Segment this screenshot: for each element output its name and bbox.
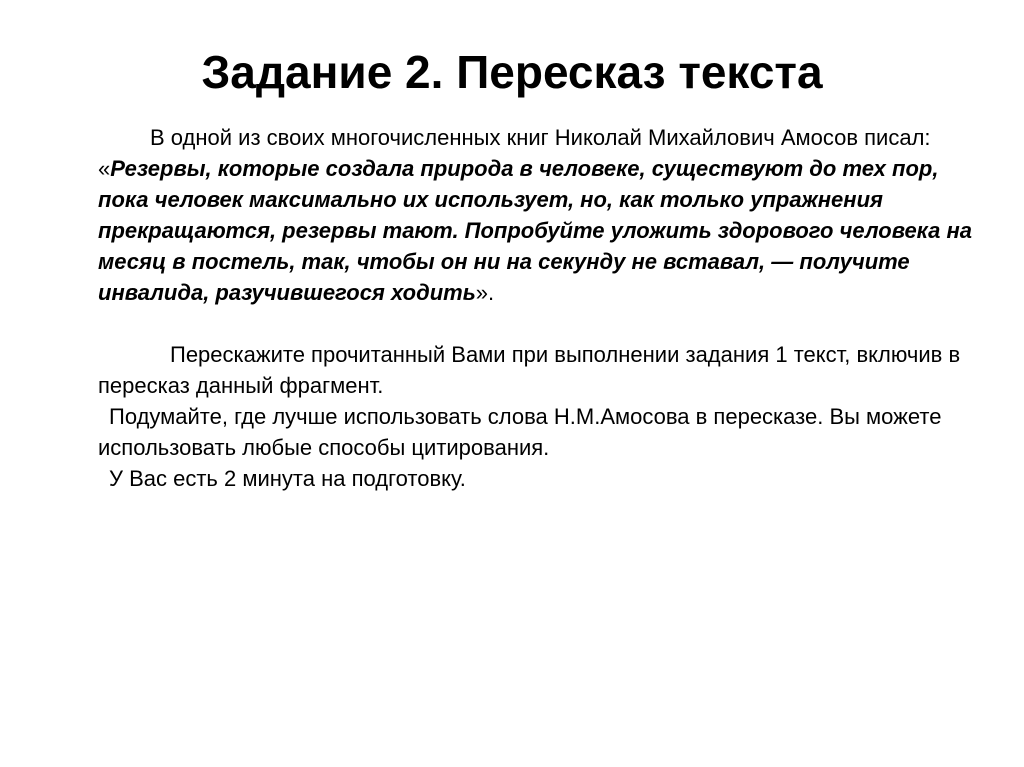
paragraph-spacer: [98, 308, 978, 339]
close-quote-mark: ».: [475, 280, 495, 305]
slide-title: Задание 2. Пересказ текста: [201, 46, 823, 98]
quote-paragraph: [98, 122, 978, 308]
open-quote-mark: «: [98, 156, 111, 181]
slide-body: [98, 122, 978, 494]
retell-instruction: Перескажите прочитанный Вами при выполнении задания 1 текст, включив в пересказ данный фрагмент.: [98, 342, 961, 398]
preparation-time-note: У Вас есть 2 минута на подготовку.: [109, 466, 466, 491]
quote-intro: В одной из своих многочисленных книг Николай Михайлович Амосов писал:: [150, 125, 931, 150]
citation-instruction: Подумайте, где лучше использовать слова Н.М.Амосова в пересказе. Вы можете использовать любые способы цитирования.: [98, 404, 942, 460]
amosov-quote: Резервы, которые создала природа в человеке, существуют до тех пор, пока человек максимально их использует, но, как только упражнения прекращаются, резервы тают. Попробуйте уложить здорового человека на месяц в постель, так, чтобы он ни на секунду не вставал, — получите инвалида, разучившегося ходить: [98, 156, 972, 305]
